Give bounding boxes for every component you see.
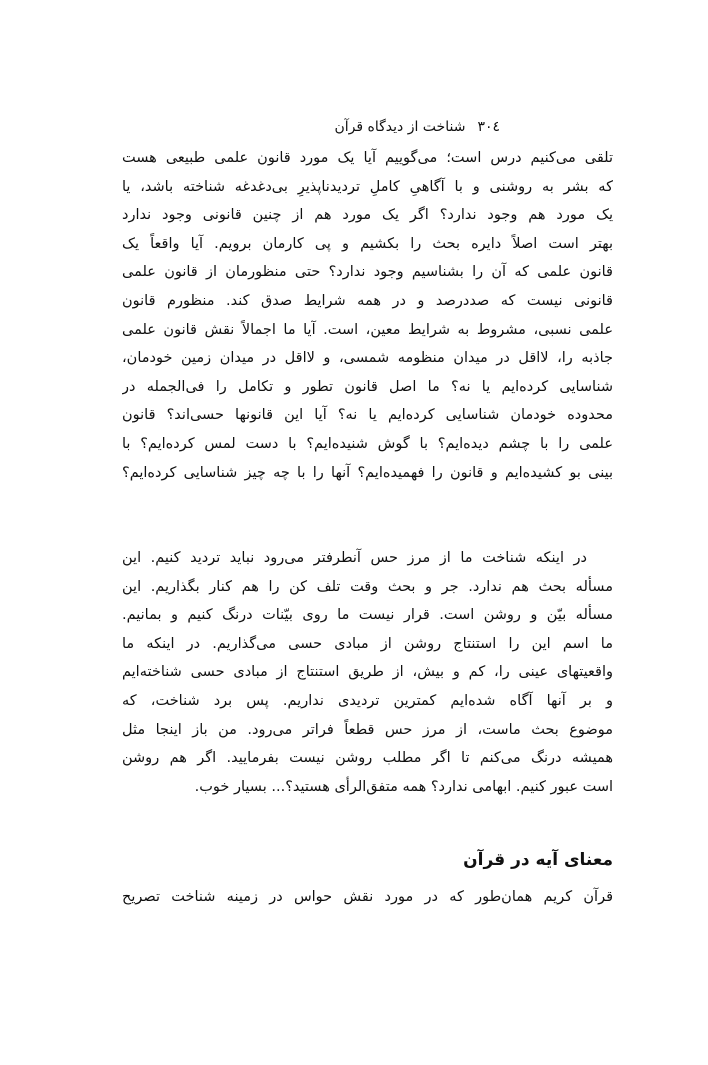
section-heading: معنای آیه در قرآن (463, 850, 613, 870)
paragraph-1 (122, 144, 613, 487)
text-line: که بشر به روشنی و با آگاهیِ کاملِ تردیدناپذیرِ بی‌دغدغه شناخته باشد، یا (122, 178, 613, 195)
text-line: شناسایی کرده‌ایم یا نه؟ ما اصل قانون تطور و تکامل را فی‌الجمله در (122, 378, 613, 395)
text-line: و بر آنها آگاه شده‌ایم کمترین تردیدی نداریم. پس برد شناخت، که (122, 692, 613, 709)
text-line: یک مورد هم وجود ندارد؟ اگر یک مورد هم از چنین قانونی وجود ندارد (122, 207, 613, 224)
text-line: جاذبه را، لااقل در میدان منظومه شمسی، و لااقل در میدان زمین خودمان، (122, 350, 613, 367)
text-line: بینی بو کشیده‌ایم و قانون را فهمیده‌ایم؟ آنها را با چه چیز شناسایی کرده‌ایم؟ (122, 464, 613, 481)
text-line: ما اسم این را استنتاج روشن از مبادی حسی می‌گذاریم. در اینکه ما (122, 635, 613, 652)
text-line: قرآن کریم همان‌طور که در مورد نقش حواس در زمینه شناخت تصریح (122, 889, 613, 905)
page-number: ۳۰٤ (477, 119, 500, 135)
paragraph-3 (122, 883, 613, 912)
paragraph-2 (122, 544, 613, 801)
text-line: بهتر است اصلاً دایره بحث را بکشیم و پی کارمان برویم. آیا واقعاً یک (122, 235, 613, 252)
text-line: است عبور کنیم. ابهامی ندارد؟ همه متفق‌الرأی هستید؟... بسیار خوب. (194, 778, 613, 795)
running-header (300, 119, 500, 135)
text-line: محدوده خودمان شناسایی کرده‌ایم یا نه؟ آیا این قانونها حسی‌اند؟ قانون (122, 407, 613, 424)
text-line: قانونی نیست که صددرصد و در همه شرایط صدق کند. منظورم قانون (122, 292, 613, 309)
text-line: واقعیتهای عینی را، کم و بیش، از طریق استنتاج از مبادی حسی شناخته‌ایم (122, 664, 613, 681)
text-line: مسأله بیّن و روشن است. قرار نیست ما روی بیّنات درنگ کنیم و بمانیم. (122, 607, 613, 624)
text-line: علمی نسبی، مشروط به شرایط معین، است. آیا ما اجمالاً نقش قانون علمی (122, 321, 613, 338)
text-line: علمی را با چشم دیده‌ایم؟ با گوش شنیده‌ایم؟ با دست لمس کرده‌ایم؟ با (122, 435, 613, 452)
text-line: تلقی می‌کنیم درس است؛ می‌گوییم آیا یک مورد قانون علمی طبیعی هست (122, 150, 613, 166)
text-line: همیشه درنگ می‌کنم تا اگر مطلب روشن نیست بفرمایید. اگر هم روشن (122, 750, 613, 767)
text-line: موضوع بحث ماست، از مرز حس قطعاً فراتر می‌رود. من باز اینجا مثل (122, 721, 613, 738)
running-title: شناخت از دیدگاه قرآن (334, 119, 466, 135)
text-line: قانون علمی که آن را بشناسیم وجود ندارد؟ حتی منظورمان از قانون علمی (122, 264, 613, 281)
text-line: در اینکه شناخت ما از مرز حس آنطرفتر می‌رود نباید تردید کنیم. این (122, 550, 587, 566)
text-line: مسأله بحث هم ندارد. جر و بحث وقت تلف کن را هم کنار بگذاریم. این (122, 578, 613, 595)
